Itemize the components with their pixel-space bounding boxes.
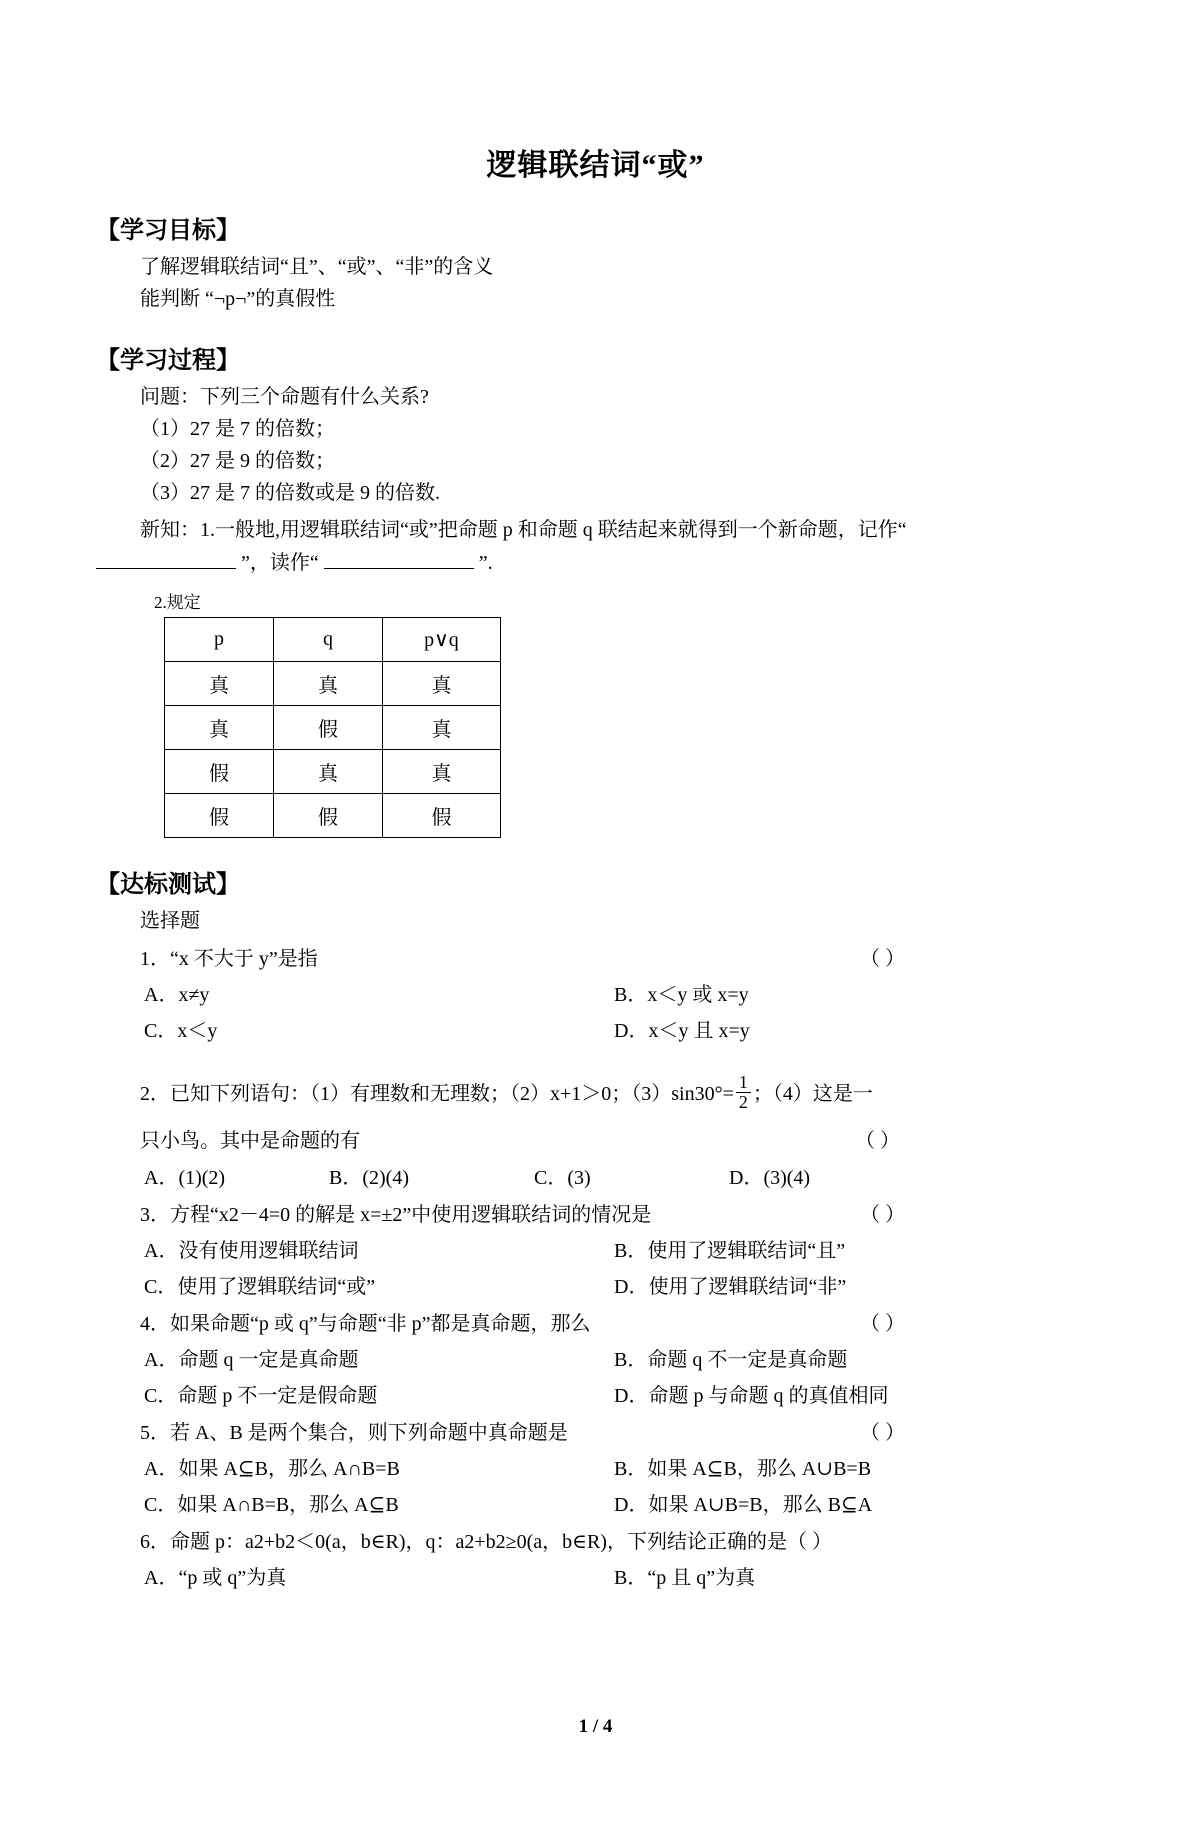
objective-item-2: 能判断 “¬p¬”的真假性 [140, 288, 336, 310]
question-3-text: 3．方程“x2－4=0 的解是 x=±2”中使用逻辑联结词的情况是 [140, 1203, 652, 1226]
table-cell: 真 [274, 750, 383, 794]
option-c[interactable]: C．如果 A∩B=B，那么 A⊆B [144, 1493, 399, 1516]
question-4-options-row-1 [144, 1346, 1095, 1374]
option-d[interactable]: D．使用了逻辑联结词“非” [614, 1275, 847, 1298]
table-cell: 假 [165, 750, 274, 794]
question-4-options-row-2 [144, 1382, 1095, 1410]
new-knowledge-line-2 [96, 548, 1095, 578]
table-cell: 真 [383, 706, 501, 750]
table-cell: 真 [165, 706, 274, 750]
table-row [165, 662, 501, 706]
question-6-text: 6．命题 p：a2+b2＜0(a，b∈R)，q：a2+b2≥0(a，b∈R)，下列结论正确的是（ ） [140, 1530, 832, 1553]
table-cell: 真 [383, 662, 501, 706]
option-a[interactable]: A．如果 A⊆B，那么 A∩B=B [144, 1457, 400, 1480]
table-cell: 真 [165, 662, 274, 706]
table-row [165, 794, 501, 838]
question-1-answer-paren[interactable]: （ ） [860, 948, 905, 970]
option-d[interactable]: D．x＜y 且 x=y [614, 1020, 750, 1042]
table-header-pvq: p∨q [383, 618, 501, 662]
objective-item-1: 了解逻辑联结词“且”、“或”、“非”的含义 [140, 256, 494, 278]
question-2-text-part1: 2．已知下列语句：（1）有理数和无理数；（2）x+1＞0；（3）sin30°= [140, 1082, 734, 1105]
table-header-row [165, 618, 501, 662]
section-objectives-heading: 【学习目标】 [96, 218, 240, 244]
question-4-text: 4．如果命题“p 或 q”与命题“非 p”都是真命题，那么 [140, 1312, 591, 1335]
document-page [0, 140, 1191, 1824]
option-c[interactable]: C．使用了逻辑联结词“或” [144, 1275, 376, 1298]
truth-table [164, 617, 501, 838]
page-title: 逻辑联结词“或” [486, 149, 705, 182]
question-item-1: （1）27 是 7 的倍数； [140, 418, 335, 440]
question-3 [140, 1201, 1095, 1229]
question-2 [140, 1073, 1095, 1156]
question-5 [140, 1419, 1095, 1447]
question-5-text: 5．若 A、B 是两个集合，则下列命题中真命题是 [140, 1421, 568, 1444]
question-5-options-row-2 [144, 1491, 1095, 1519]
question-1-text: 1．“x 不大于 y”是指 [140, 948, 318, 970]
fill-blank-2[interactable] [324, 548, 474, 569]
option-c[interactable]: C．命题 p 不一定是假命题 [144, 1384, 378, 1407]
fill-blank-1[interactable] [96, 548, 236, 569]
question-4 [140, 1310, 1095, 1338]
question-2-line-2 [140, 1126, 1095, 1156]
question-2-options-row [144, 1164, 1095, 1192]
table-header-q: q [274, 618, 383, 662]
option-c[interactable]: C．(3) [534, 1166, 591, 1189]
section-process-heading: 【学习过程】 [96, 348, 240, 374]
option-d[interactable]: D．(3)(4) [729, 1166, 811, 1189]
test-subheading: 选择题 [140, 910, 200, 932]
option-a[interactable]: A．“p 或 q”为真 [144, 1566, 287, 1589]
option-b[interactable]: B．如果 A⊆B，那么 A∪B=B [614, 1457, 872, 1480]
table-row [165, 750, 501, 794]
question-2-text-part3: 只小鸟。其中是命题的有 [140, 1129, 360, 1152]
table-cell: 真 [383, 750, 501, 794]
table-cell: 假 [274, 794, 383, 838]
fraction-one-half [736, 1073, 751, 1112]
option-b[interactable]: B．“p 且 q”为真 [614, 1566, 756, 1589]
question-2-text-part2: ；（4）这是一 [752, 1082, 873, 1105]
table-cell: 假 [383, 794, 501, 838]
table-cell: 真 [274, 662, 383, 706]
new-knowledge-text-2: ”，读作“ [241, 552, 319, 574]
page-number-footer: 1 / 4 [578, 1716, 613, 1737]
option-d[interactable]: D．如果 A∪B=B，那么 B⊆A [614, 1493, 873, 1516]
question-3-options-row-1 [144, 1237, 1095, 1265]
table-cell: 假 [165, 794, 274, 838]
question-6-options-row-1 [144, 1564, 1095, 1592]
table-cell: 假 [274, 706, 383, 750]
option-a[interactable]: A．x≠y [144, 984, 210, 1006]
option-b[interactable]: B．x＜y 或 x=y [614, 984, 749, 1006]
question-3-answer-paren[interactable]: （ ） [860, 1203, 905, 1226]
question-4-answer-paren[interactable]: （ ） [860, 1312, 905, 1335]
option-b[interactable]: B．命题 q 不一定是真命题 [614, 1348, 848, 1371]
question-1-options-row-2 [144, 1017, 1095, 1045]
new-knowledge-text-1: 新知：1.一般地,用逻辑联结词“或”把命题 p 和命题 q 联结起来就得到一个新命题，记作“ [140, 519, 907, 541]
fraction-numerator: 1 [736, 1073, 751, 1093]
option-b[interactable]: B．(2)(4) [329, 1166, 409, 1189]
fraction-denominator: 2 [738, 1091, 748, 1112]
question-intro: 问题：下列三个命题有什么关系? [140, 386, 429, 408]
question-item-2: （2）27 是 9 的倍数； [140, 450, 335, 472]
table-row [165, 706, 501, 750]
section-test-heading: 【达标测试】 [96, 872, 240, 898]
new-knowledge-line-1 [140, 516, 1095, 545]
option-a[interactable]: A．命题 q 一定是真命题 [144, 1348, 359, 1371]
option-b[interactable]: B．使用了逻辑联结词“且” [614, 1239, 846, 1262]
question-2-answer-paren[interactable]: （ ） [855, 1129, 900, 1152]
question-5-answer-paren[interactable]: （ ） [860, 1421, 905, 1444]
question-1-options-row-1 [144, 981, 1095, 1009]
question-1 [140, 945, 1095, 973]
table-header-p: p [165, 618, 274, 662]
new-knowledge-2-label: 2.规定 [154, 593, 201, 612]
option-a[interactable]: A．没有使用逻辑联结词 [144, 1239, 359, 1262]
question-item-3: （3）27 是 7 的倍数或是 9 的倍数. [140, 482, 440, 504]
question-3-options-row-2 [144, 1273, 1095, 1301]
option-a[interactable]: A．(1)(2) [144, 1166, 226, 1189]
option-c[interactable]: C．x＜y [144, 1020, 218, 1042]
option-d[interactable]: D．命题 p 与命题 q 的真值相同 [614, 1384, 889, 1407]
new-knowledge-text-3: ”. [478, 552, 493, 574]
question-6 [140, 1528, 1095, 1556]
question-5-options-row-1 [144, 1455, 1095, 1483]
